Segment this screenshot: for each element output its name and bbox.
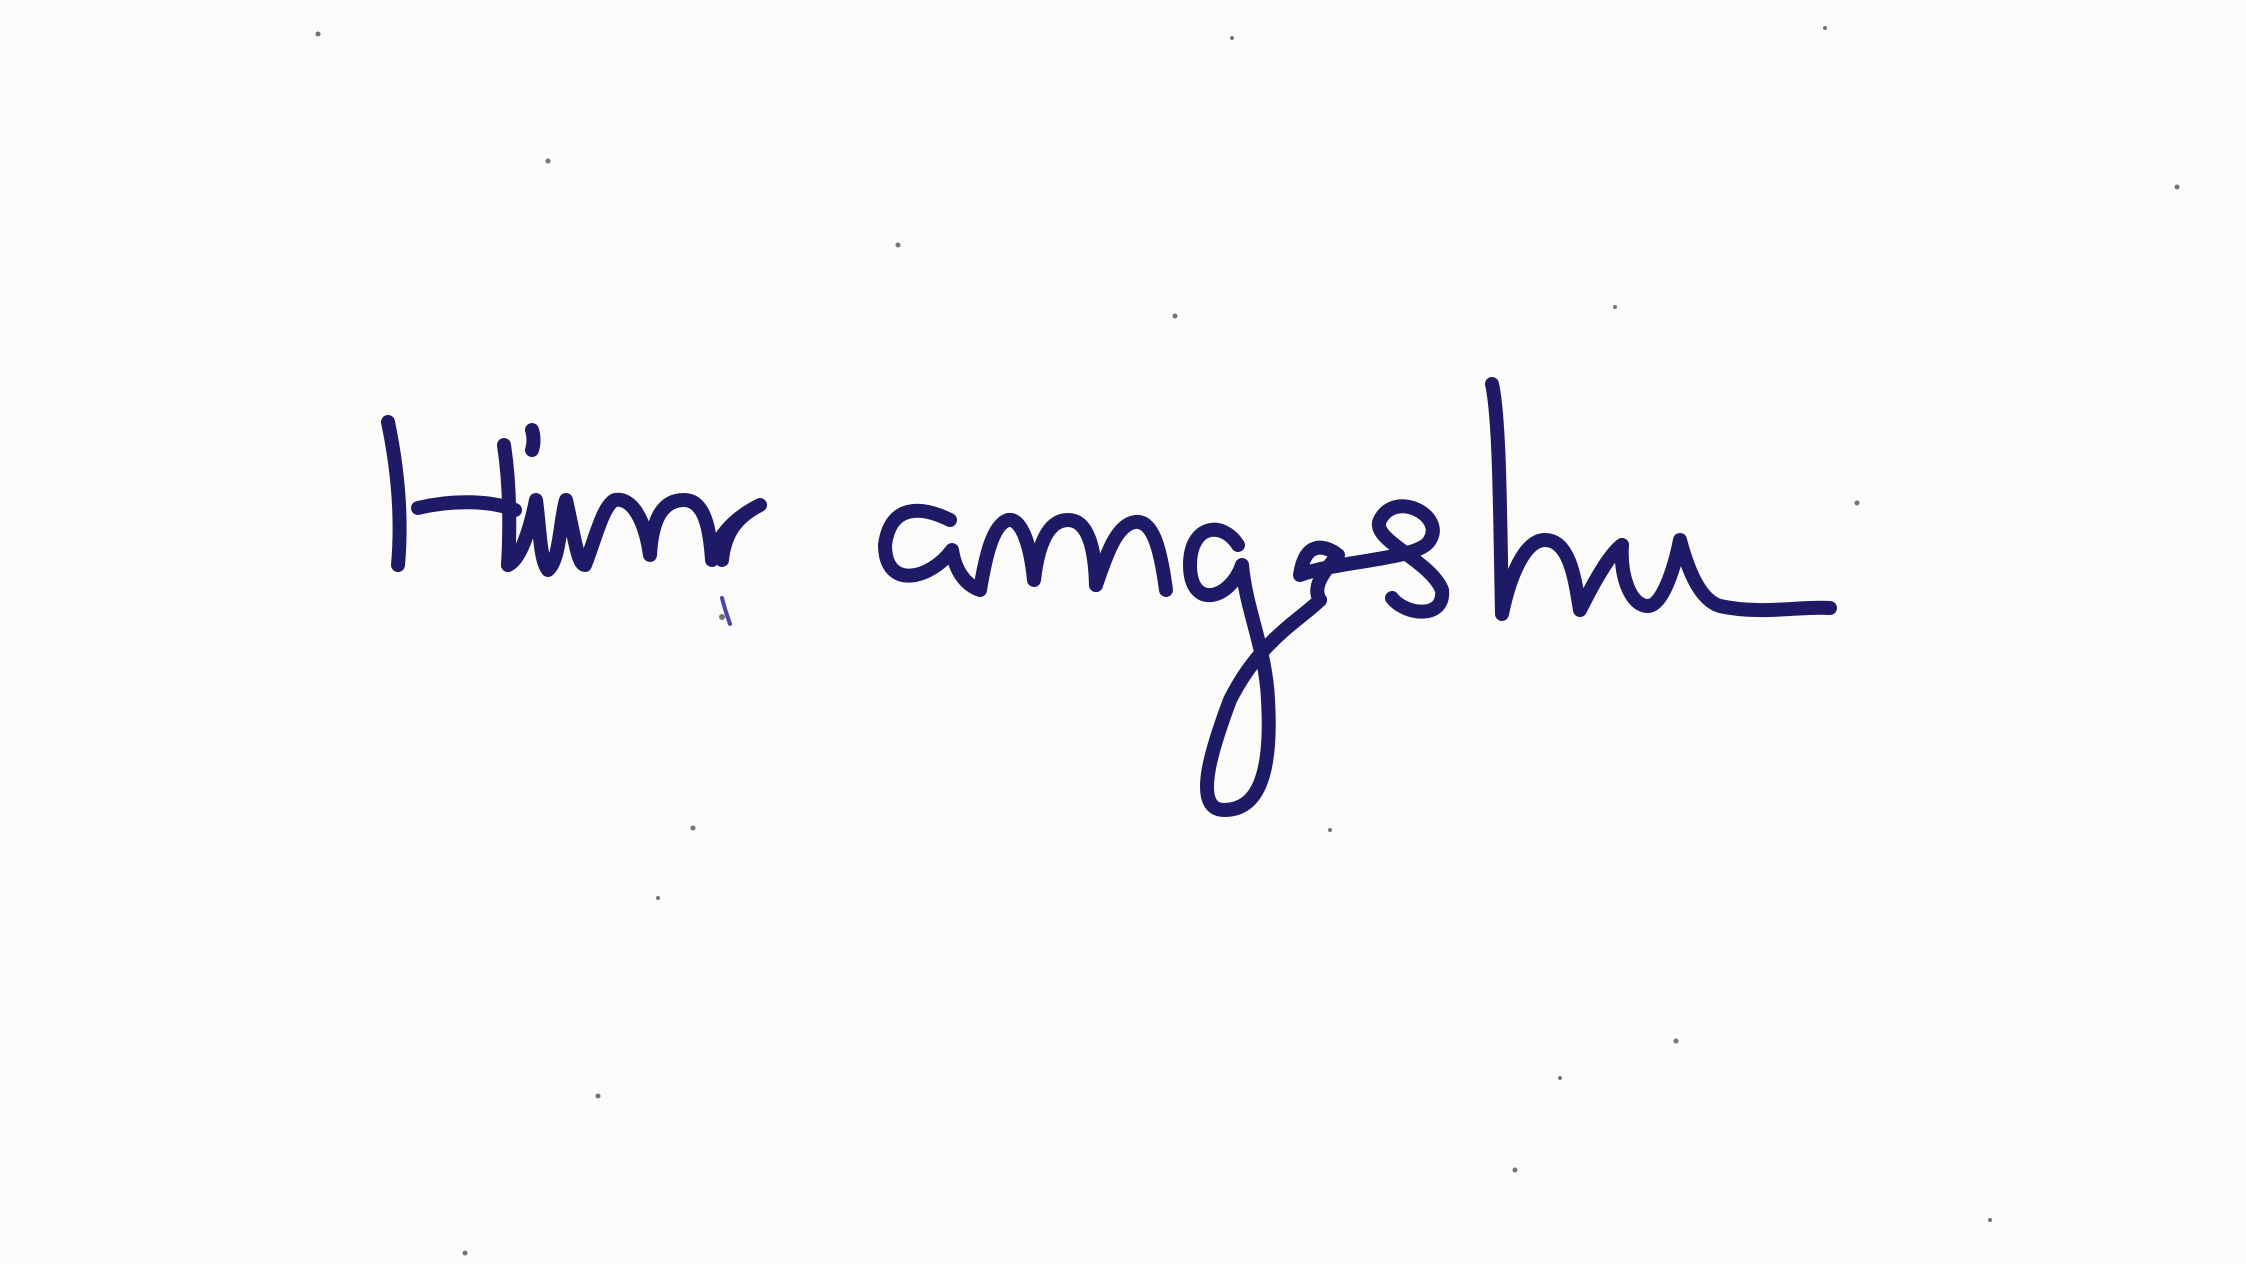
signature-strokes (388, 384, 1830, 810)
paper-specks (316, 26, 2180, 1256)
